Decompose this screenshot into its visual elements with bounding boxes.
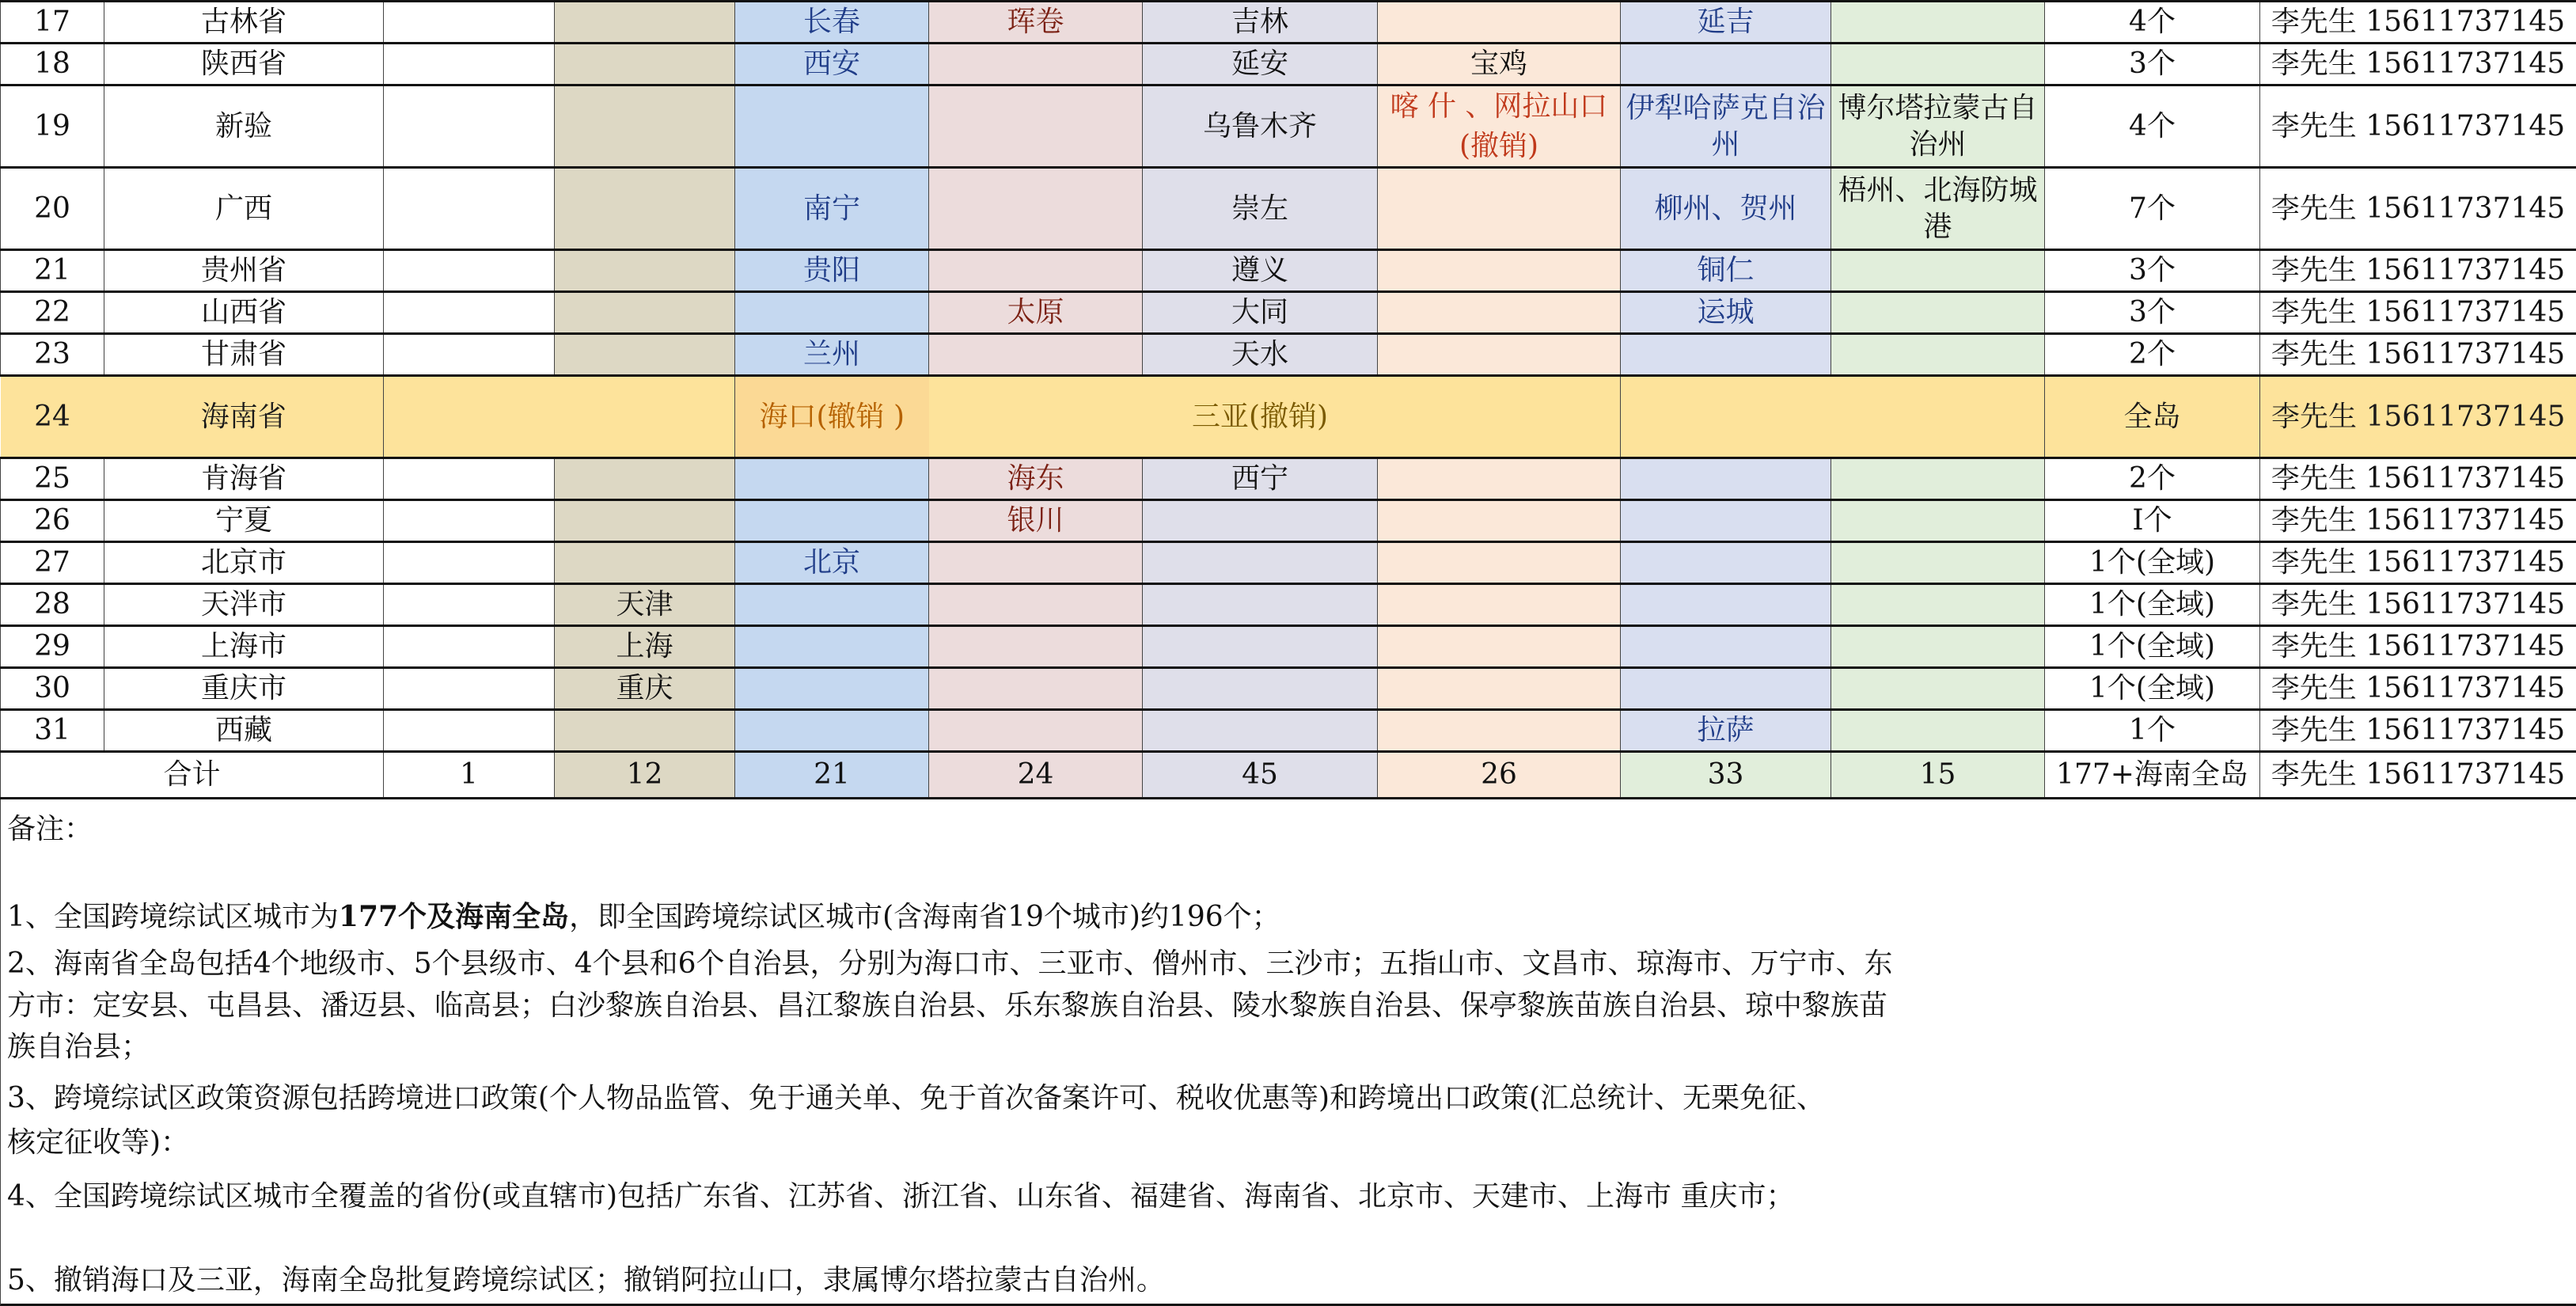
cell-col-6: 宝鸡 bbox=[1378, 44, 1621, 85]
table-row bbox=[1, 626, 2576, 668]
cell-contact: 李先生 15611737145 bbox=[2260, 668, 2576, 710]
cell-col-2 bbox=[555, 44, 735, 85]
cell-col-6 bbox=[1378, 500, 1621, 542]
cell-row-number: 28 bbox=[1, 584, 104, 626]
cell-row-number: 25 bbox=[1, 458, 104, 500]
note-1-text: 1、全国跨境综试区城市为 bbox=[7, 901, 339, 933]
cell-city-count: 7个 bbox=[2045, 168, 2260, 250]
cell-row-number: 30 bbox=[1, 668, 104, 710]
cell-col-3: 西安 bbox=[735, 44, 929, 85]
cell-contact: 李先生 15611737145 bbox=[2260, 458, 2576, 500]
cell-row-number: 19 bbox=[1, 85, 104, 168]
cell-contact: 李先生 15611737145 bbox=[2260, 584, 2576, 626]
cell-col-8 bbox=[1831, 458, 2045, 500]
total-value: 45 bbox=[1143, 752, 1378, 799]
cell-col-8: 梧州、北海防城港 bbox=[1831, 168, 2045, 250]
cell-col-4 bbox=[929, 542, 1143, 584]
note-2-line-3: 族自治县； bbox=[7, 1025, 150, 1069]
note-1 bbox=[7, 894, 1280, 940]
cell-col-6 bbox=[1378, 458, 1621, 500]
cell-col-5: 西宁 bbox=[1143, 458, 1378, 500]
cell-col-3 bbox=[735, 292, 929, 334]
cell-col-3: 兰州 bbox=[735, 334, 929, 376]
cell-row-number: 27 bbox=[1, 542, 104, 584]
cell-col-3: 北京 bbox=[735, 542, 929, 584]
cell-col-8 bbox=[1831, 710, 2045, 752]
cell-col-5: 遵义 bbox=[1143, 250, 1378, 292]
cell-col-4: 太原 bbox=[929, 292, 1143, 334]
cell-col-7 bbox=[1621, 668, 1831, 710]
cell-row-number: 26 bbox=[1, 500, 104, 542]
note-3-line-1: 3、跨境综试区政策资源包括跨境进口政策(个人物品监管、免于通关单、免于首次备案许可、税收优惠等)和跨境出口政策(汇总统计、无栗免征、 bbox=[7, 1076, 1825, 1121]
cell-row-number: 21 bbox=[1, 250, 104, 292]
cell-province: 广西 bbox=[104, 168, 384, 250]
note-2-line-1: 2、海南省全岛包括4个地级市、5个县级市、4个县和6个自治县，分别为海口市、三亚市、僧州市、三沙市；五指山市、文昌市、琼海市、万宁市、东 bbox=[7, 942, 1893, 986]
cell-col-6: 喀 什 、网拉山口(撤销) bbox=[1378, 85, 1621, 168]
cell-col-4: 珲卷 bbox=[929, 2, 1143, 44]
cell-col-6 bbox=[1378, 334, 1621, 376]
cell-contact: 李先生 15611737145 bbox=[2260, 44, 2576, 85]
cell-col-3 bbox=[735, 500, 929, 542]
cell-col-6 bbox=[1378, 292, 1621, 334]
cell-col-3: 长春 bbox=[735, 2, 929, 44]
cell-province: 陕西省 bbox=[104, 44, 384, 85]
cell-col-2 bbox=[555, 85, 735, 168]
cell-col-8 bbox=[1831, 500, 2045, 542]
cell-col-7: 拉萨 bbox=[1621, 710, 1831, 752]
total-value: 15 bbox=[1831, 752, 2045, 799]
cell-col-5: 大同 bbox=[1143, 292, 1378, 334]
total-value: 1 bbox=[384, 752, 555, 799]
cell-province: 西藏 bbox=[104, 710, 384, 752]
notes-title: 备注： bbox=[7, 807, 93, 852]
total-label: 合计 bbox=[1, 752, 384, 799]
total-value: 24 bbox=[929, 752, 1143, 799]
cell-col-5: 崇左 bbox=[1143, 168, 1378, 250]
cell-col-5 bbox=[1143, 668, 1378, 710]
cell-col-2 bbox=[555, 334, 735, 376]
cell-row-number: 17 bbox=[1, 2, 104, 44]
total-value: 12 bbox=[555, 752, 735, 799]
cell-col-6 bbox=[1378, 250, 1621, 292]
cell-col-8 bbox=[1831, 626, 2045, 668]
cell-col-2 bbox=[555, 292, 735, 334]
cell-col-8 bbox=[1831, 542, 2045, 584]
cell-col-5 bbox=[1143, 584, 1378, 626]
cell-col-1 bbox=[384, 44, 555, 85]
cell-province: 新验 bbox=[104, 85, 384, 168]
cell-col-2 bbox=[555, 2, 735, 44]
cell-city-count: 3个 bbox=[2045, 250, 2260, 292]
cell-col-3: 南宁 bbox=[735, 168, 929, 250]
cell-col-2: 重庆 bbox=[555, 668, 735, 710]
cell-col-3 bbox=[735, 584, 929, 626]
cell-col-5 bbox=[1143, 542, 1378, 584]
table-row bbox=[1, 500, 2576, 542]
cell-col-4 bbox=[929, 376, 1143, 458]
cell-col-1 bbox=[384, 376, 555, 458]
cell-province: 重庆市 bbox=[104, 668, 384, 710]
cell-col-3 bbox=[735, 85, 929, 168]
cell-col-1 bbox=[384, 584, 555, 626]
total-contact: 李先生 15611737145 bbox=[2260, 752, 2576, 799]
cell-row-number: 29 bbox=[1, 626, 104, 668]
cell-col-4 bbox=[929, 44, 1143, 85]
cell-city-count: 全岛 bbox=[2045, 376, 2260, 458]
note-2-line-2: 方市：定安县、屯昌县、潘迈县、临高县；白沙黎族自治县、昌江黎族自治县、乐东黎族自治县、陵水黎族自治县、保亭黎族苗族自治县、琼中黎族苗 bbox=[7, 984, 1887, 1028]
table-row bbox=[1, 376, 2576, 458]
cell-col-4: 银川 bbox=[929, 500, 1143, 542]
table-row bbox=[1, 250, 2576, 292]
table-row bbox=[1, 292, 2576, 334]
cell-col-1 bbox=[384, 334, 555, 376]
note-1-text-end: ，即全国跨境综试区城市(含海南省19个城市)约196个； bbox=[569, 901, 1280, 933]
cell-col-8 bbox=[1831, 44, 2045, 85]
table-row bbox=[1, 44, 2576, 85]
cell-col-4 bbox=[929, 710, 1143, 752]
cell-province: 贵州省 bbox=[104, 250, 384, 292]
table-row bbox=[1, 168, 2576, 250]
cell-col-1 bbox=[384, 2, 555, 44]
cell-city-count: 1个(全域) bbox=[2045, 542, 2260, 584]
cell-col-4 bbox=[929, 250, 1143, 292]
cell-col-5: 延安 bbox=[1143, 44, 1378, 85]
cell-col-7 bbox=[1621, 458, 1831, 500]
cell-col-1 bbox=[384, 668, 555, 710]
cell-col-7 bbox=[1621, 334, 1831, 376]
cell-col-7: 伊犁哈萨克自治州 bbox=[1621, 85, 1831, 168]
cell-col-5: 吉林 bbox=[1143, 2, 1378, 44]
cell-col-2 bbox=[555, 168, 735, 250]
table-row bbox=[1, 668, 2576, 710]
cell-col-7 bbox=[1621, 542, 1831, 584]
cell-col-1 bbox=[384, 542, 555, 584]
cell-col-1 bbox=[384, 626, 555, 668]
note-1-bold: 177个及海南全岛 bbox=[339, 900, 569, 933]
cell-col-7: 铜仁 bbox=[1621, 250, 1831, 292]
cell-province: 甘肃省 bbox=[104, 334, 384, 376]
total-row bbox=[1, 752, 2576, 799]
cell-col-1 bbox=[384, 85, 555, 168]
cell-row-number: 18 bbox=[1, 44, 104, 85]
cell-province: 上海市 bbox=[104, 626, 384, 668]
cell-col-3 bbox=[735, 626, 929, 668]
cell-col-7: 柳州、贺州 bbox=[1621, 168, 1831, 250]
cell-contact: 李先生 15611737145 bbox=[2260, 500, 2576, 542]
cell-province: 海南省 bbox=[104, 376, 384, 458]
table-row bbox=[1, 584, 2576, 626]
cell-city-count: 3个 bbox=[2045, 292, 2260, 334]
cell-col-8 bbox=[1831, 334, 2045, 376]
cell-province: 北京市 bbox=[104, 542, 384, 584]
cell-col-2: 天津 bbox=[555, 584, 735, 626]
cell-city-count: 1个(全域) bbox=[2045, 584, 2260, 626]
cell-col-8 bbox=[1831, 668, 2045, 710]
cell-province: 宁夏 bbox=[104, 500, 384, 542]
table-row bbox=[1, 542, 2576, 584]
cell-col-3: 海口(辙销 ) bbox=[735, 376, 929, 458]
cell-contact: 李先生 15611737145 bbox=[2260, 250, 2576, 292]
cell-col-5 bbox=[1143, 710, 1378, 752]
cell-col-7 bbox=[1621, 376, 1831, 458]
cell-city-count: 2个 bbox=[2045, 334, 2260, 376]
cell-col-2 bbox=[555, 500, 735, 542]
cell-contact: 李先生 15611737145 bbox=[2260, 2, 2576, 44]
cell-col-5 bbox=[1143, 626, 1378, 668]
cell-col-7 bbox=[1621, 44, 1831, 85]
cell-col-6 bbox=[1378, 584, 1621, 626]
cell-col-8 bbox=[1831, 2, 2045, 44]
cell-col-8 bbox=[1831, 584, 2045, 626]
cell-col-8 bbox=[1831, 292, 2045, 334]
table-row bbox=[1, 334, 2576, 376]
cell-col-4 bbox=[929, 584, 1143, 626]
notes-section bbox=[0, 799, 2576, 1306]
cell-city-count: 4个 bbox=[2045, 2, 2260, 44]
cell-contact: 李先生 15611737145 bbox=[2260, 376, 2576, 458]
cell-col-7: 延吉 bbox=[1621, 2, 1831, 44]
total-value: 26 bbox=[1378, 752, 1621, 799]
cell-col-7 bbox=[1621, 626, 1831, 668]
cell-col-1 bbox=[384, 500, 555, 542]
cell-contact: 李先生 15611737145 bbox=[2260, 710, 2576, 752]
cell-row-number: 23 bbox=[1, 334, 104, 376]
cell-col-4 bbox=[929, 626, 1143, 668]
cell-province: 古林省 bbox=[104, 2, 384, 44]
cell-col-2 bbox=[555, 250, 735, 292]
cell-col-4 bbox=[929, 334, 1143, 376]
note-3-line-2: 核定征收等)： bbox=[7, 1121, 189, 1165]
cell-col-8 bbox=[1831, 376, 2045, 458]
cell-col-7 bbox=[1621, 500, 1831, 542]
cell-col-1 bbox=[384, 292, 555, 334]
cell-contact: 李先生 15611737145 bbox=[2260, 542, 2576, 584]
cell-province: 山西省 bbox=[104, 292, 384, 334]
cell-col-5: 乌鲁木齐 bbox=[1143, 85, 1378, 168]
cell-row-number: 20 bbox=[1, 168, 104, 250]
cell-city-count: 2个 bbox=[2045, 458, 2260, 500]
cell-col-6 bbox=[1378, 710, 1621, 752]
cell-col-1 bbox=[384, 250, 555, 292]
cell-col-1 bbox=[384, 458, 555, 500]
cell-col-2: 上海 bbox=[555, 626, 735, 668]
cell-col-3 bbox=[735, 458, 929, 500]
cell-row-number: 22 bbox=[1, 292, 104, 334]
cell-city-count: I个 bbox=[2045, 500, 2260, 542]
cell-city-count: 1个(全域) bbox=[2045, 668, 2260, 710]
cell-col-1 bbox=[384, 168, 555, 250]
cell-col-2 bbox=[555, 542, 735, 584]
cell-col-6 bbox=[1378, 668, 1621, 710]
cell-contact: 李先生 15611737145 bbox=[2260, 292, 2576, 334]
total-value: 21 bbox=[735, 752, 929, 799]
cell-city-count: 1个(全域) bbox=[2045, 626, 2260, 668]
cell-col-6 bbox=[1378, 626, 1621, 668]
cell-col-4 bbox=[929, 168, 1143, 250]
cell-col-4 bbox=[929, 85, 1143, 168]
total-value: 33 bbox=[1621, 752, 1831, 799]
table-row bbox=[1, 458, 2576, 500]
note-4: 4、全国跨境综试区城市全覆盖的省份(或直辖市)包括广东省、江苏省、浙江省、山东省、福建省、海南省、北京市、天建市、上海市 重庆市； bbox=[7, 1175, 1794, 1219]
cell-contact: 李先生 15611737145 bbox=[2260, 85, 2576, 168]
cell-col-6 bbox=[1378, 2, 1621, 44]
cell-col-5 bbox=[1143, 500, 1378, 542]
cell-contact: 李先生 15611737145 bbox=[2260, 626, 2576, 668]
table-row bbox=[1, 85, 2576, 168]
cell-col-7: 运城 bbox=[1621, 292, 1831, 334]
cell-contact: 李先生 15611737145 bbox=[2260, 334, 2576, 376]
cell-province: 肯海省 bbox=[104, 458, 384, 500]
table-row bbox=[1, 710, 2576, 752]
cell-col-7 bbox=[1621, 584, 1831, 626]
cell-col-5: 三亚(撤销) bbox=[1143, 376, 1378, 458]
cell-city-count: 3个 bbox=[2045, 44, 2260, 85]
cell-col-1 bbox=[384, 710, 555, 752]
cell-col-6 bbox=[1378, 168, 1621, 250]
cell-col-2 bbox=[555, 458, 735, 500]
cell-col-8 bbox=[1831, 250, 2045, 292]
cell-col-2 bbox=[555, 710, 735, 752]
cell-col-2 bbox=[555, 376, 735, 458]
cell-col-3 bbox=[735, 668, 929, 710]
cell-city-count: 1个 bbox=[2045, 710, 2260, 752]
cell-col-6 bbox=[1378, 542, 1621, 584]
cell-col-3 bbox=[735, 710, 929, 752]
cell-col-5: 天水 bbox=[1143, 334, 1378, 376]
cell-col-3: 贵阳 bbox=[735, 250, 929, 292]
cell-col-8: 博尔塔拉蒙古自治州 bbox=[1831, 85, 2045, 168]
cell-province: 天泮市 bbox=[104, 584, 384, 626]
cell-row-number: 31 bbox=[1, 710, 104, 752]
total-count: 177+海南全岛 bbox=[2045, 752, 2260, 799]
table-row bbox=[1, 2, 2576, 44]
note-5: 5、撤销海口及三亚，海南全岛批复跨境综试区；撤销阿拉山口，隶属博尔塔拉蒙古自治州。 bbox=[7, 1259, 1165, 1303]
cell-col-4 bbox=[929, 668, 1143, 710]
cell-col-6 bbox=[1378, 376, 1621, 458]
cell-col-4: 海东 bbox=[929, 458, 1143, 500]
cell-contact: 李先生 15611737145 bbox=[2260, 168, 2576, 250]
cell-row-number: 24 bbox=[1, 376, 104, 458]
cell-city-count: 4个 bbox=[2045, 85, 2260, 168]
